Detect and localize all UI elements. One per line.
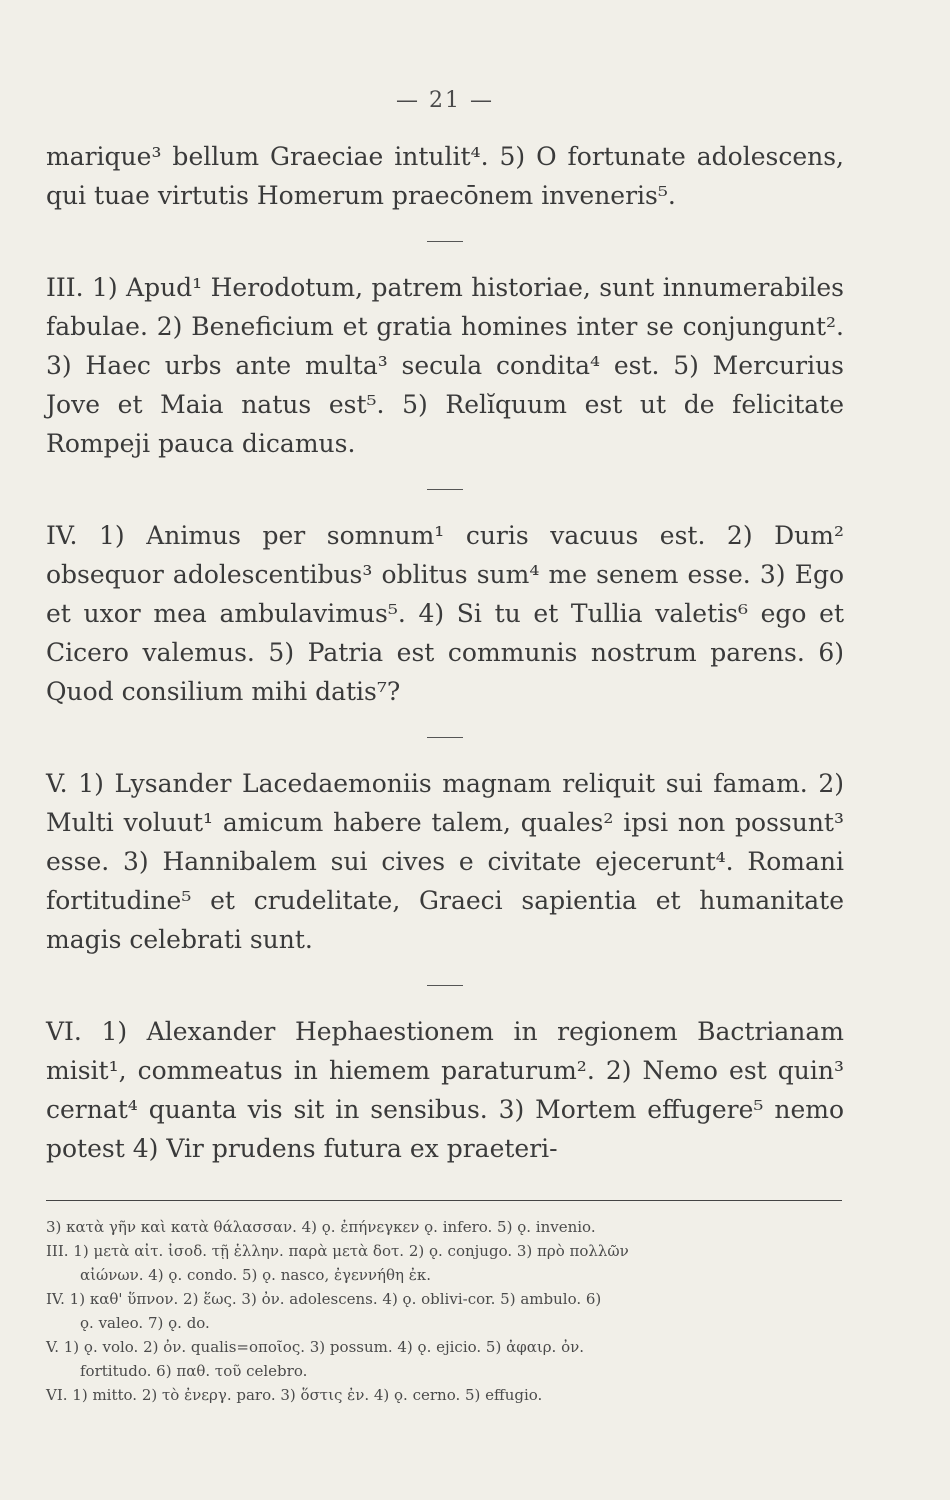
footnote-cont: αἰώνων. 4) ǫ. condo. 5) ǫ. nasco, ἐγεννήθη ἐκ. — [80, 1266, 431, 1284]
exercise-v: V. 1) Lysander Lacedaemoniis magnam reliquit sui famam. 2) Multi voluut¹ amicum habere talem, quales² ipsi non possunt³ esse. 3) Hannibalem sui cives e civitate ejecerunt⁴. Romani fortitudine⁵ et crudelitate, Graeci sapientia et humanitate magis celebrati sunt. — [46, 769, 844, 954]
footnote-cont: fortitudo. 6) παθ. τοῦ celebro. — [80, 1362, 308, 1380]
footnote-line — [46, 1215, 844, 1239]
footnotes — [46, 1215, 844, 1407]
footnote-line — [46, 1335, 844, 1383]
exercise-iii: III. 1) Apud¹ Herodotum, patrem historiae, sunt innumerabiles fabulae. 2) Beneficium et gratia homines inter se conjungunt². 3) Haec urbs ante multa³ secula condita⁴ est. 5) Mercurius Jove et Maia natus est⁵. 5) Relĭquum est ut de felicitate Rompeji pauca dicamus. — [46, 273, 844, 458]
exercise-vi: VI. 1) Alexander Hephaestionem in regionem Bactrianam misit¹, commeatus in hiemem paraturum². 2) Nemo est quin³ cernat⁴ quanta vis sit in sensibus. 3) Mortem effugere⁵ nemo potest 4) Vir prudens futura ex praeteri- — [46, 1017, 844, 1163]
paragraph-continuation: marique³ bellum Graeciae intulit⁴. 5) O fortunate adolescens, qui tuae virtutis Homerum praecōnem inveneris⁵. — [46, 142, 844, 210]
footnote-line — [46, 1287, 844, 1335]
footnote-lead: VI. 1) mitto. 2) τὸ ἐνεργ. paro. 3) ὅστις ἐν. 4) ǫ. cerno. 5) effugio. — [46, 1386, 543, 1404]
section-separator — [427, 241, 463, 242]
section-separator — [427, 489, 463, 490]
footnote-lead: V. 1) ǫ. volo. 2) ὀν. qualis=οποῖος. 3) possum. 4) ǫ. ejicio. 5) ἀφαιρ. ὀν. — [46, 1338, 585, 1356]
footnote-cont: ǫ. valeo. 7) ǫ. do. — [80, 1314, 210, 1332]
footnote-line — [46, 1239, 844, 1287]
page-number: — 21 — — [396, 88, 494, 113]
footnote-rule — [46, 1200, 842, 1201]
footnote-lead: 3) κατὰ γῆν καὶ κατὰ θάλασσαν. 4) ǫ. ἐπήνεγκεν ǫ. infero. 5) ǫ. invenio. — [46, 1218, 596, 1236]
exercise-iv: IV. 1) Animus per somnum¹ curis vacuus est. 2) Dum² obsequor adolescentibus³ oblitus sum⁴ me senem esse. 3) Ego et uxor mea ambulavimus⁵. 4) Si tu et Tullia valetis⁶ ego et Cicero valemus. 5) Patria est communis nostrum parens. 6) Quod consilium mihi datis⁷? — [46, 521, 844, 706]
footnote-lead: III. 1) μετὰ αἰτ. ἰσοδ. τῇ ἑλλην. παρὰ μετὰ δοτ. 2) ǫ. conjugo. 3) πρὸ πολλῶν — [46, 1242, 629, 1260]
section-separator — [427, 985, 463, 986]
footnote-line — [46, 1383, 844, 1407]
footnote-lead: IV. 1) καθ' ὕπνον. 2) ἕως. 3) ὀν. adolescens. 4) ǫ. oblivi-cor. 5) ambulo. 6) — [46, 1290, 602, 1308]
section-separator — [427, 737, 463, 738]
